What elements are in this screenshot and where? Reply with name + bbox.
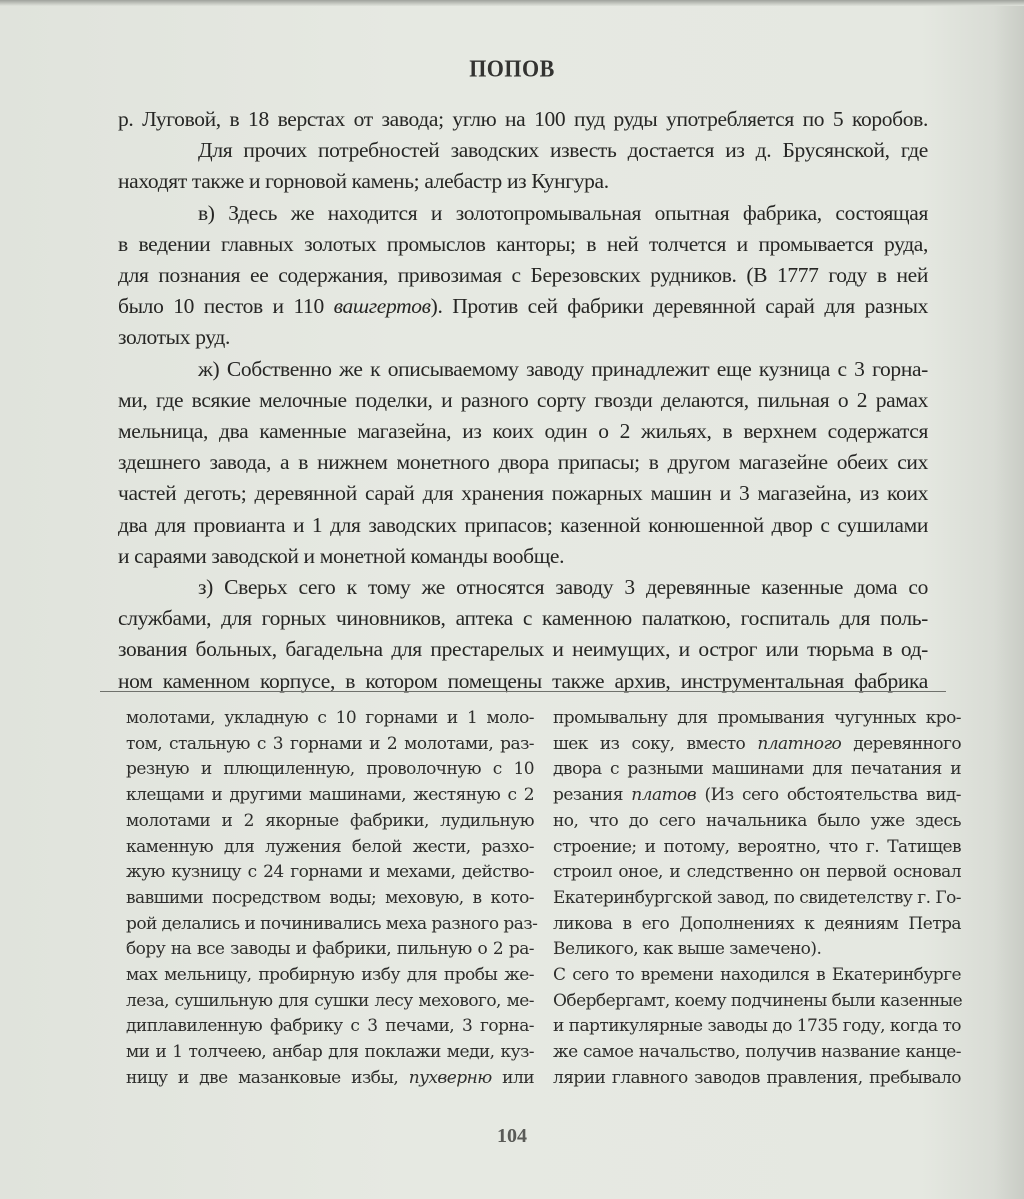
text-line: С сего то времени находился в Екатеринбурге [553, 965, 961, 986]
text-line: промывальну для промывания чугунных кро- [553, 708, 961, 728]
text-line: мельница, два каменные магазейна, из коих один о 2 жильях, в верхнем содержатся [118, 419, 928, 444]
text-line: резную и плющиленную, проволочную с 10 [126, 759, 534, 780]
page-edge-shadow [0, 0, 1024, 6]
text-line: ном каменном корпусе, в котором помещены также архив, инструментальная фабрика [118, 668, 928, 693]
text-line: Екатеринбургской завод, по свидетелству г. Го- [553, 887, 961, 908]
text-line: молотами и 2 якорные фабрики, лудильную [126, 810, 534, 831]
text-line: лярии главного заводов правления, пребывало [553, 1067, 961, 1088]
text-line: молотами, укладную с 10 горнами и 1 моло- [126, 708, 534, 728]
page-number: 104 [497, 1125, 527, 1147]
text-line: и партикулярные заводы до 1735 году, когда то [553, 1016, 961, 1037]
text-line: ми, где всякие мелочные поделки, и разного сорту гвозди делаются, пильная о 2 рамах [118, 387, 928, 412]
text-line: частей деготь; деревянной сарай для хранения пожарных машин и 3 магазейна, из коих [118, 481, 928, 506]
text-line: строение; и потому, вероятно, что г. Татищев [553, 836, 961, 857]
text-line: з) Сверьх сего к тому же относятся заводу 3 деревянные казенные дома со [198, 575, 928, 600]
text-run: ). Против сей фабрики деревянной сарай для разных [430, 294, 928, 319]
text-line: бору на все заводы и фабрики, пильную о 2 ра- [126, 939, 534, 960]
text-line: вавшими посредством воды; меховую, в кото- [126, 887, 534, 908]
text-line: же самое начальство, получив название канце- [553, 1042, 961, 1063]
text-line: ликова в его Дополнениях к деяниям Петра [553, 913, 961, 934]
footnote-right-column [553, 706, 961, 1092]
text-line [126, 1066, 534, 1092]
text-run: (Из сего обстоятельства вид- [696, 785, 961, 806]
italic-term: платного [757, 733, 842, 754]
text-line [553, 783, 961, 809]
text-run: ницу и две мазанковые избы, [126, 1067, 409, 1088]
text-line [118, 291, 928, 322]
text-line: двора с разными машинами для печатания и [553, 759, 961, 780]
text-line: том, стальную с 3 горнами и 2 молотами, раз- [126, 733, 534, 754]
text-line: золотых руд. [118, 325, 230, 350]
footnote-divider [100, 691, 946, 692]
text-line: Обербергамт, коему подчинены были казенные [553, 990, 963, 1011]
text-line: Для прочих потребностей заводских известь достается из д. Брусянской, где [198, 138, 928, 163]
text-line: два для провианта и 1 для заводских припасов; казенной конюшенной двор с сушилами [118, 512, 928, 537]
text-line: и сараями заводской и монетной команды вообще. [118, 543, 565, 568]
text-line: зования больных, багадельна для престарелых и неимущих, и острог или тюрьма в од- [118, 637, 928, 662]
text-run: резания [553, 785, 632, 806]
text-line: р. Луговой, в 18 верстах от завода; углю на 100 пуд руды употребляется по 5 коробов. [118, 107, 928, 131]
text-line [553, 732, 961, 758]
italic-term: вашгертов [333, 294, 431, 319]
text-line: ж) Собственно же к описываемому заводу принадлежит еще кузница с 3 горна- [198, 356, 928, 381]
text-line: леза, сушильную для сушки лесу мехового, ме- [126, 990, 534, 1011]
main-text-block [118, 104, 928, 697]
text-line: клещами и другими машинами, жестяную с 2 [126, 785, 534, 806]
text-line: диплавиленную фабрику с 3 печами, 3 горна- [126, 1016, 534, 1037]
italic-term: пухверню [408, 1067, 492, 1088]
text-line: Великого, как выше замечено). [553, 939, 822, 960]
text-line: ми и 1 толчеею, анбар для поклажи меди, куз- [126, 1042, 534, 1063]
text-line: в ведении главных золотых промыслов канторы; в ней толчется и промывается руда, [118, 231, 928, 256]
text-line: каменную для лужения белой жести, разхо- [126, 836, 534, 857]
text-line: здешнего завода, а в нижнем монетного двора припасы; в другом магазейне обеих сих [118, 450, 928, 475]
text-run: шек из соку, вместо [553, 733, 758, 754]
footnote-left-column [126, 706, 538, 1092]
text-line: строил оное, и следственно он первой основал [553, 862, 961, 883]
text-line: службами, для горных чиновников, аптека с каменною палаткою, госпиталь для поль- [118, 606, 928, 631]
text-line: мах мельницу, пробирную избу для пробы же- [126, 965, 534, 986]
text-run: было 10 пестов и 110 [118, 294, 334, 319]
text-run: или [491, 1067, 534, 1088]
text-line: но, что до сего начальника было уже здесь [553, 810, 961, 831]
text-line: жую кузницу с 24 горнами и мехами, действо- [126, 862, 534, 883]
text-line: находят также и горновой камень; алебастр из Кунгура. [118, 169, 609, 194]
running-header: ПОПОВ [469, 54, 555, 83]
text-line: для познания ее содержания, привозимая с Березовских рудников. (В 1777 году в ней [118, 263, 928, 288]
italic-term: платов [631, 785, 697, 806]
text-run: деревянного [841, 733, 962, 754]
text-line: в) Здесь же находится и золотопромывальная опытная фабрика, состоящая [198, 200, 928, 225]
text-line: рой делались и починивались меха разного раз- [126, 913, 538, 934]
